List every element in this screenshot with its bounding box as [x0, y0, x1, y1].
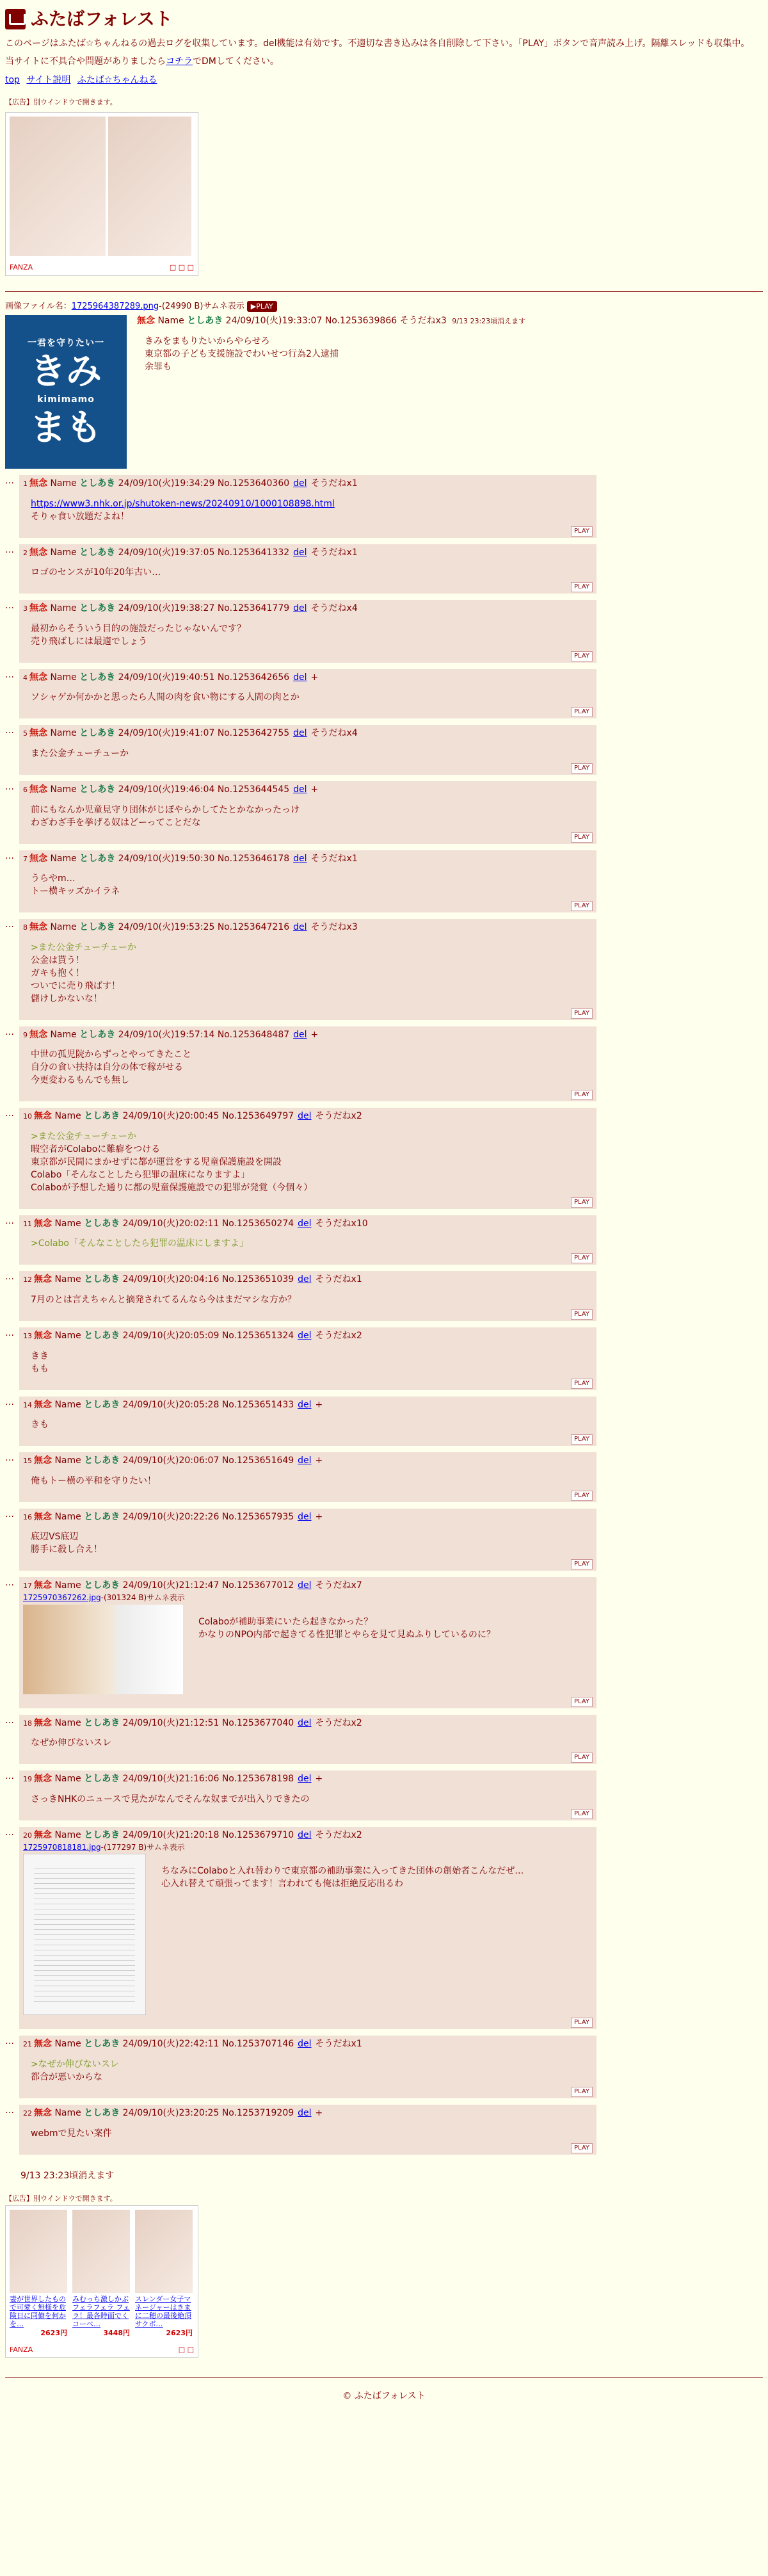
reply-header: 22 無念 Name としあき 24/09/10(火)23:20:25 No.1253719209 del + [23, 2108, 323, 2118]
reply [19, 1577, 596, 1708]
reply-text: そりゃ食い放題だよね！ [31, 511, 129, 522]
nav-top[interactable]: top [5, 75, 20, 86]
expire-text: 9/13 23:23頃消えます [20, 2170, 115, 2181]
del-button[interactable]: del [298, 1511, 312, 1522]
soudane-button[interactable]: そうだねx10 [315, 1218, 368, 1229]
reply-marker: … [5, 1771, 14, 1782]
quote-text: >また公金チューチューか [31, 1131, 136, 1142]
reply-play-button[interactable]: PLAY [571, 2143, 593, 2153]
reply-play-button[interactable]: PLAY [571, 1379, 593, 1389]
reply [19, 1327, 596, 1390]
op-thumbnail[interactable]: 一君を守りたい一 きみ kimimamo まも [5, 315, 127, 469]
reply-row [5, 1215, 763, 1265]
reply-number: 14 [23, 1400, 32, 1409]
reply [19, 669, 596, 719]
reply-row [5, 1770, 763, 1820]
reply-play-button[interactable]: PLAY [571, 1809, 593, 1819]
reply-text: Colaboが補助事業にいたら起きなかった？ [198, 1616, 373, 1627]
soudane-button[interactable]: + [315, 2108, 323, 2118]
ad-item-image[interactable] [135, 2210, 193, 2293]
ad-item[interactable] [10, 2210, 67, 2338]
reply-body [31, 1049, 593, 1087]
reply-text: かなりのNPO内部で起きてる性犯罪とやらを見て見ぬふりしているのに？ [198, 1629, 495, 1640]
reply-file-link[interactable]: 1725970367262.jpg [23, 1593, 101, 1603]
ad-item-title[interactable]: みむっち激しかぶフェラフェラ フェラ！最各時面でくコーべ… [72, 2294, 130, 2329]
reply-list [5, 475, 763, 2155]
soudane-button[interactable]: そうだねx1 [310, 478, 358, 489]
reply-text: Colabo「そんなことしたら犯罪の温床になりますよ」 [31, 1169, 250, 1180]
reply-body [198, 1616, 495, 1694]
del-button[interactable]: del [298, 1830, 312, 1841]
reply-play-button[interactable]: PLAY [571, 1197, 593, 1208]
reply-marker: … [5, 2036, 14, 2047]
reply-body [31, 2128, 593, 2141]
reply-number: 5 [23, 729, 28, 738]
reply-marker: … [5, 781, 14, 792]
reply-marker: … [5, 669, 14, 680]
soudane-button[interactable]: そうだねx4 [310, 603, 358, 614]
reply-text: 前にもなんか児童見守り団体がじぽやらかしてたとかなかったっけ [31, 804, 300, 815]
reply-number: 16 [23, 1512, 32, 1521]
reply-text: さっきNHKのニュースで見たがなんでそんな奴までが出入りできたの [31, 1794, 310, 1805]
reply-marker: … [5, 2105, 14, 2116]
reply [19, 475, 596, 538]
reply-play-button[interactable]: PLAY [571, 1491, 593, 1501]
reply-row [5, 1026, 763, 1102]
reply-header: 12 無念 Name としあき 24/09/10(火)20:04:16 No.1253651039 del そうだねx1 [23, 1274, 362, 1285]
reply-text: 公金は貰う！ [31, 955, 84, 966]
reply-file-info: 1725970367262.jpg-(301324 B)サムネ表示 [23, 1593, 185, 1603]
ad-item[interactable] [135, 2210, 193, 2338]
reply-body [31, 692, 593, 704]
reply-row [5, 1452, 763, 1502]
quote-text: >Colabo「そんなことしたら犯罪の温床にしますよ」 [31, 1238, 248, 1249]
reply [19, 725, 596, 775]
reply [19, 1715, 596, 1765]
reply [19, 850, 596, 913]
del-button[interactable]: del [293, 728, 307, 739]
reply-thumbnail[interactable] [23, 1605, 183, 1694]
reply-body [31, 942, 593, 1006]
reply-text: ガキも抱く！ [31, 968, 84, 978]
soudane-button[interactable]: そうだねx2 [315, 1830, 362, 1841]
reply-row [5, 1397, 763, 1446]
soudane-button[interactable]: + [310, 784, 319, 795]
del-button[interactable]: del [293, 784, 307, 795]
reply-play-button[interactable]: PLAY [571, 651, 593, 661]
reply-header: 6 無念 Name としあき 24/09/10(火)19:46:04 No.1253644545 del + [23, 784, 319, 795]
reply [19, 1509, 596, 1571]
divider [5, 291, 763, 292]
ad-brand: FANZA [10, 263, 33, 272]
ad-item-image[interactable] [72, 2210, 130, 2293]
del-button[interactable]: del [293, 547, 307, 558]
contact-text: 当サイトに不具合や問題がありましたらコチラでDMしてください。 [5, 56, 279, 67]
soudane-button[interactable]: + [315, 1774, 323, 1785]
reply-marker: … [5, 475, 14, 486]
reply [19, 1397, 596, 1446]
reply [19, 1827, 596, 2029]
reply-header: 13 無念 Name としあき 24/09/10(火)20:05:09 No.1253651324 del そうだねx2 [23, 1331, 362, 1341]
reply-text: 俺もトー横の平和を守りたい！ [31, 1475, 156, 1486]
ad-top-note: 【広告】別ウインドウで開きます。 [5, 97, 117, 106]
del-button[interactable]: del [293, 922, 307, 933]
ad-bottom-note: 【広告】別ウインドウで開きます。 [5, 2194, 117, 2203]
reply-text: 最初からそういう目的の施設だったじゃないんです？ [31, 623, 246, 634]
op-post [5, 315, 763, 469]
reply-play-button[interactable]: PLAY [571, 1753, 593, 1763]
reply-text: 儲けしかないな！ [31, 993, 102, 1004]
reply-header: 17 無念 Name としあき 24/09/10(火)21:12:47 No.1253677012 del そうだねx7 [23, 1580, 362, 1591]
soudane-button[interactable]: そうだねx7 [315, 1580, 362, 1591]
reply-body [31, 873, 593, 898]
reply-text: トー横キッズかイラネ [31, 886, 120, 897]
ad-item-image[interactable] [10, 2210, 67, 2293]
reply-row [5, 725, 763, 775]
reply-play-button[interactable]: PLAY [571, 582, 593, 592]
reply [19, 600, 596, 663]
reply-row [5, 2105, 763, 2155]
ad-item-price: 2623円 [40, 2329, 67, 2338]
reply-header: 18 無念 Name としあき 24/09/10(火)21:12:51 No.1253677040 del そうだねx2 [23, 1717, 362, 1728]
ad-item-price: 3448円 [103, 2329, 130, 2338]
op-file-info: 画像ファイル名：1725964387289.png-(24990 B)サムネ表示 ▶PLAY [5, 301, 763, 312]
reply-header: 10 無念 Name としあき 24/09/10(火)20:00:45 No.1253649797 del そうだねx2 [23, 1111, 362, 1122]
reply-marker: … [5, 1272, 14, 1283]
reply-marker: … [5, 1026, 14, 1037]
reply-number: 9 [23, 1030, 28, 1039]
reply-header: 20 無念 Name としあき 24/09/10(火)21:20:18 No.1253679710 del そうだねx2 [23, 1830, 362, 1841]
del-button[interactable]: del [293, 478, 307, 489]
reply-play-button[interactable]: PLAY [571, 1434, 593, 1445]
reply-text: ちなみにColaboと入れ替わりで東京都の補助事業に入ってきた団体の創始者こんなだぜ… [161, 1866, 524, 1877]
reply-number: 1 [23, 479, 28, 488]
reply-text: 中世の孤児院からずっとやってきたこと [31, 1049, 192, 1060]
soudane-button[interactable]: そうだねx1 [315, 1274, 362, 1285]
reply-text: webmで見たい案件 [31, 2128, 112, 2139]
reply-row [5, 919, 763, 1020]
reply [19, 1452, 596, 1502]
soudane-button[interactable]: そうだねx2 [315, 1111, 362, 1122]
reply-text: 東京都が民間にまかせずに都が運営をする児童保護施設を開設 [31, 1156, 282, 1167]
reply-marker: … [5, 1827, 14, 1838]
reply-marker: … [5, 1215, 14, 1226]
reply-text: ついでに売り飛ばす！ [31, 980, 120, 991]
op-body: きみをまもりたいからやらせろ 東京都の子ども支援施設でわいせつ行為2人逮捕 余罪も [145, 336, 339, 372]
reply-row [5, 1715, 763, 1765]
reply-play-button[interactable]: PLAY [571, 707, 593, 717]
reply-play-button[interactable]: PLAY [571, 1009, 593, 1019]
reply-body [31, 623, 593, 649]
intro-text: このページはふたば☆ちゃんねるの過去ログを収集しています。del機能は有効です。不適切な書き込みは各自削除して下さい。「PLAY」ボタンで音声読み上げ。隔離スレッドも収集中。 [5, 38, 750, 49]
reply-marker: … [5, 1715, 14, 1726]
reply-text: なぜか伸びないスレ [31, 1738, 111, 1749]
reply-number: 22 [23, 2109, 32, 2118]
reply-number: 20 [23, 1831, 32, 1840]
reply-header: 8 無念 Name としあき 24/09/10(火)19:53:25 No.1253647216 del そうだねx3 [23, 922, 358, 933]
reply-play-button[interactable]: PLAY [571, 2018, 593, 2028]
reply-thumbnail[interactable] [23, 1854, 146, 2015]
contact-link[interactable]: コチラ [166, 56, 193, 67]
nav-about[interactable]: サイト説明 [26, 75, 71, 86]
reply-row [5, 1271, 763, 1321]
del-button[interactable]: del [298, 1774, 312, 1785]
del-button[interactable]: del [298, 2039, 312, 2050]
reply [19, 781, 596, 844]
nav-links [5, 74, 763, 87]
reply-text: きき [31, 1350, 49, 1361]
reply-number: 12 [23, 1276, 32, 1284]
soudane-button[interactable]: そうだねx2 [315, 1331, 362, 1341]
reply-play-button[interactable]: PLAY [571, 2087, 593, 2097]
reply-body [31, 567, 593, 579]
reply-marker: … [5, 1108, 14, 1119]
reply-play-button[interactable]: PLAY [571, 1090, 593, 1100]
soudane-button[interactable]: + [315, 1511, 323, 1522]
reply [19, 919, 596, 1020]
reply-number: 11 [23, 1219, 32, 1228]
reply-header: 5 無念 Name としあき 24/09/10(火)19:41:07 No.1253642755 del そうだねx4 [23, 728, 358, 739]
op-header: 無念 Name としあき 24/09/10(火)19:33:07 No.1253639866 そうだねx3 9/13 23:23頃消えます [137, 315, 526, 326]
reply-number: 4 [23, 673, 28, 682]
reply-header: 15 無念 Name としあき 24/09/10(火)20:06:07 No.1253651649 del + [23, 1455, 323, 1466]
ad-image[interactable] [108, 117, 191, 256]
ad-brand: FANZA [10, 2345, 33, 2354]
reply [19, 1026, 596, 1102]
soudane-button[interactable]: そうだねx3 [310, 922, 358, 933]
reply-marker: … [5, 850, 14, 861]
reply-number: 2 [23, 548, 28, 557]
reply-row [5, 1827, 763, 2029]
reply-text: また公金チューチューか [31, 748, 129, 759]
reply-marker: … [5, 601, 14, 612]
reply-header: 3 無念 Name としあき 24/09/10(火)19:38:27 No.1253641779 del そうだねx4 [23, 603, 358, 614]
del-button[interactable]: del [293, 672, 307, 683]
soudane-button[interactable]: そうだねx1 [315, 2039, 362, 2050]
reply-text: 心入れ替えて頑張ってます！言われても俺は拒絶反応出るわ [161, 1879, 403, 1890]
reply-play-button[interactable]: PLAY [571, 832, 593, 843]
reply-marker: … [5, 1453, 14, 1464]
reply-text: きも [31, 1420, 49, 1430]
reply-number: 8 [23, 923, 28, 932]
reply-row [5, 475, 763, 538]
reply-text: 暇空者がColaboに難癖をつける [31, 1144, 161, 1154]
reply-marker: … [5, 544, 14, 555]
intro [5, 38, 763, 68]
op-file-link[interactable]: 1725964387289.png [71, 301, 159, 311]
reply-body [31, 1131, 593, 1195]
reply-play-button[interactable]: PLAY [571, 763, 593, 774]
soudane-button[interactable]: + [310, 1029, 319, 1040]
reply-number: 7 [23, 854, 28, 863]
reply-row [5, 1509, 763, 1571]
soudane-button[interactable]: そうだねx1 [310, 853, 358, 864]
reply-marker: … [5, 1397, 14, 1407]
reply-number: 6 [23, 785, 28, 794]
soudane-button[interactable]: + [315, 1455, 323, 1466]
reply-header: 14 無念 Name としあき 24/09/10(火)20:05:28 No.1253651433 del + [23, 1399, 323, 1410]
soudane-button[interactable]: そうだねx4 [310, 728, 358, 739]
nav-futaba[interactable]: ふたば☆ちゃんねる [77, 75, 157, 86]
reply-text: 自分の食い扶持は自分の体で稼がせる [31, 1062, 183, 1073]
reply-body [31, 1737, 593, 1750]
reply-number: 19 [23, 1775, 32, 1784]
del-button[interactable]: del [298, 1455, 312, 1466]
reply-header: 2 無念 Name としあき 24/09/10(火)19:37:05 No.1253641332 del そうだねx1 [23, 547, 358, 558]
reply-text: 勝手に殺し合え！ [31, 1544, 102, 1555]
reply [19, 1108, 596, 1209]
del-button[interactable]: del [298, 1274, 312, 1285]
reply-play-button[interactable]: PLAY [571, 1559, 593, 1569]
reply-text: ロゴのセンスが10年20年古い… [31, 567, 161, 578]
soudane-button[interactable]: そうだねx2 [315, 1717, 362, 1728]
reply-body [161, 1865, 524, 2015]
reply-row [5, 850, 763, 913]
reply-row [5, 2036, 763, 2098]
soudane-button[interactable]: そうだねx1 [310, 547, 358, 558]
del-button[interactable]: del [298, 1399, 312, 1410]
reply-body [31, 1294, 593, 1307]
reply-number: 15 [23, 1457, 32, 1466]
reply [19, 2036, 596, 2098]
reply-play-button[interactable]: PLAY [571, 1697, 593, 1707]
reply-marker: … [5, 1509, 14, 1519]
reply-row [5, 1108, 763, 1209]
ad-item-title[interactable]: 妻が世界したもので可愛く無様を危険日に同僚を何かを… [10, 2294, 66, 2329]
reply-row [5, 1327, 763, 1390]
reply-row [5, 781, 763, 844]
reply-text: 7月のとは言えちゃんと摘発されてるんなら今はまだマシな方か？ [31, 1295, 296, 1306]
del-button[interactable]: del [298, 2108, 312, 2118]
reply-marker: … [5, 1328, 14, 1339]
reply-header: 19 無念 Name としあき 24/09/10(火)21:16:06 No.1253678198 del + [23, 1774, 323, 1785]
reply-text: うらやm… [31, 873, 76, 884]
reply-header: 16 無念 Name としあき 24/09/10(火)20:22:26 No.1253657935 del + [23, 1511, 323, 1522]
reply-row [5, 1577, 763, 1708]
ad-item[interactable] [72, 2210, 130, 2338]
del-button[interactable]: del [298, 1218, 312, 1229]
reply-link[interactable]: https://www3.nhk.or.jp/shutoken-news/20240910/1000108898.html [31, 498, 335, 509]
reply [19, 1770, 596, 1820]
reply-number: 10 [23, 1112, 32, 1121]
reply-header: 9 無念 Name としあき 24/09/10(火)19:57:14 No.1253648487 del + [23, 1029, 319, 1040]
reply-number: 17 [23, 1582, 32, 1591]
reply-header: 21 無念 Name としあき 24/09/10(火)22:42:11 No.1253707146 del そうだねx1 [23, 2039, 362, 2050]
site-header [5, 6, 763, 31]
reply-header: 4 無念 Name としあき 24/09/10(火)19:40:51 No.1253642656 del + [23, 672, 319, 683]
reply-body [31, 1350, 593, 1376]
del-button[interactable]: del [293, 1029, 307, 1040]
soudane-button[interactable]: + [315, 1399, 323, 1410]
reply-marker: … [5, 725, 14, 736]
del-button[interactable]: del [293, 853, 307, 864]
del-button[interactable]: del [298, 1331, 312, 1341]
ad-item-title[interactable]: スレンダー女子マネージャーはきまに二穂の最後絶頂サクボ… [135, 2294, 191, 2329]
site-title: ふたばフォレスト [31, 8, 173, 29]
reply-row [5, 544, 763, 594]
reply-body [31, 2059, 593, 2084]
quote-text: >なぜか伸びないスレ [31, 2059, 119, 2070]
reply-header: 7 無念 Name としあき 24/09/10(火)19:50:30 No.1253646178 del そうだねx1 [23, 853, 358, 864]
ad-pager-icon[interactable]: □ □ □ [169, 263, 194, 272]
reply [19, 1215, 596, 1265]
reply-body [31, 498, 593, 524]
quote-text: >また公金チューチューか [31, 942, 136, 953]
reply-header: 1 無念 Name としあき 24/09/10(火)19:34:29 No.1253640360 del そうだねx1 [23, 478, 358, 489]
reply-file-link[interactable]: 1725970818181.jpg [23, 1842, 101, 1852]
reply-body [31, 1419, 593, 1432]
op-play-button[interactable]: ▶PLAY [247, 301, 277, 312]
reply-text: Colaboが予想した通りに都の児童保護施設での犯罪が発覚（今個々） [31, 1182, 313, 1193]
reply-body [31, 1531, 593, 1557]
reply-body [31, 1238, 593, 1251]
reply-play-button[interactable]: PLAY [571, 1309, 593, 1320]
reply-play-button[interactable]: PLAY [571, 526, 593, 537]
reply-number: 18 [23, 1719, 32, 1728]
reply-text: 今更変わるもんでも無し [31, 1075, 129, 1086]
ad-pager-icon[interactable]: □ □ [178, 2345, 194, 2354]
ad-item-price: 2623円 [166, 2329, 193, 2338]
ad-bottom[interactable] [5, 2205, 198, 2358]
reply-body [31, 748, 593, 761]
reply-row [5, 600, 763, 663]
soudane-button[interactable]: そうだねx3 [399, 315, 447, 326]
site-logo-icon [5, 9, 26, 29]
reply-body [31, 1794, 593, 1806]
ad-top[interactable] [5, 112, 198, 275]
reply-text: 底辺VS底辺 [31, 1532, 79, 1543]
reply-header: 11 無念 Name としあき 24/09/10(火)20:02:11 No.1253650274 del そうだねx10 [23, 1218, 368, 1229]
reply-number: 21 [23, 2040, 32, 2049]
reply-text: わざわざ手を挙げる奴はどーってことだな [31, 817, 201, 828]
reply-text: ソシャゲか何かかと思ったら人間の肉を食い物にする人間の肉とか [31, 692, 300, 703]
ad-image[interactable] [10, 117, 106, 256]
reply-body [31, 1475, 593, 1488]
reply-number: 3 [23, 604, 28, 613]
reply-marker: … [5, 1578, 14, 1589]
reply-body [31, 804, 593, 830]
del-button[interactable]: del [298, 1717, 312, 1728]
reply-play-button[interactable]: PLAY [571, 901, 593, 911]
del-button[interactable]: del [293, 603, 307, 614]
reply [19, 544, 596, 594]
del-button[interactable]: del [298, 1580, 312, 1591]
reply-text: 売り飛ばしには最適でしょう [31, 636, 147, 647]
reply-marker: … [5, 919, 14, 930]
reply-text: もも [31, 1363, 49, 1374]
footer: © ふたばフォレスト [5, 2377, 763, 2415]
reply-text: 都合が悪いからな [31, 2072, 102, 2082]
reply [19, 1271, 596, 1321]
reply-number: 13 [23, 1332, 32, 1341]
reply-file-info: 1725970818181.jpg-(177297 B)サムネ表示 [23, 1842, 185, 1852]
reply-play-button[interactable]: PLAY [571, 1253, 593, 1263]
del-button[interactable]: del [298, 1111, 312, 1122]
reply-row [5, 669, 763, 719]
soudane-button[interactable]: + [310, 672, 319, 683]
reply [19, 2105, 596, 2155]
